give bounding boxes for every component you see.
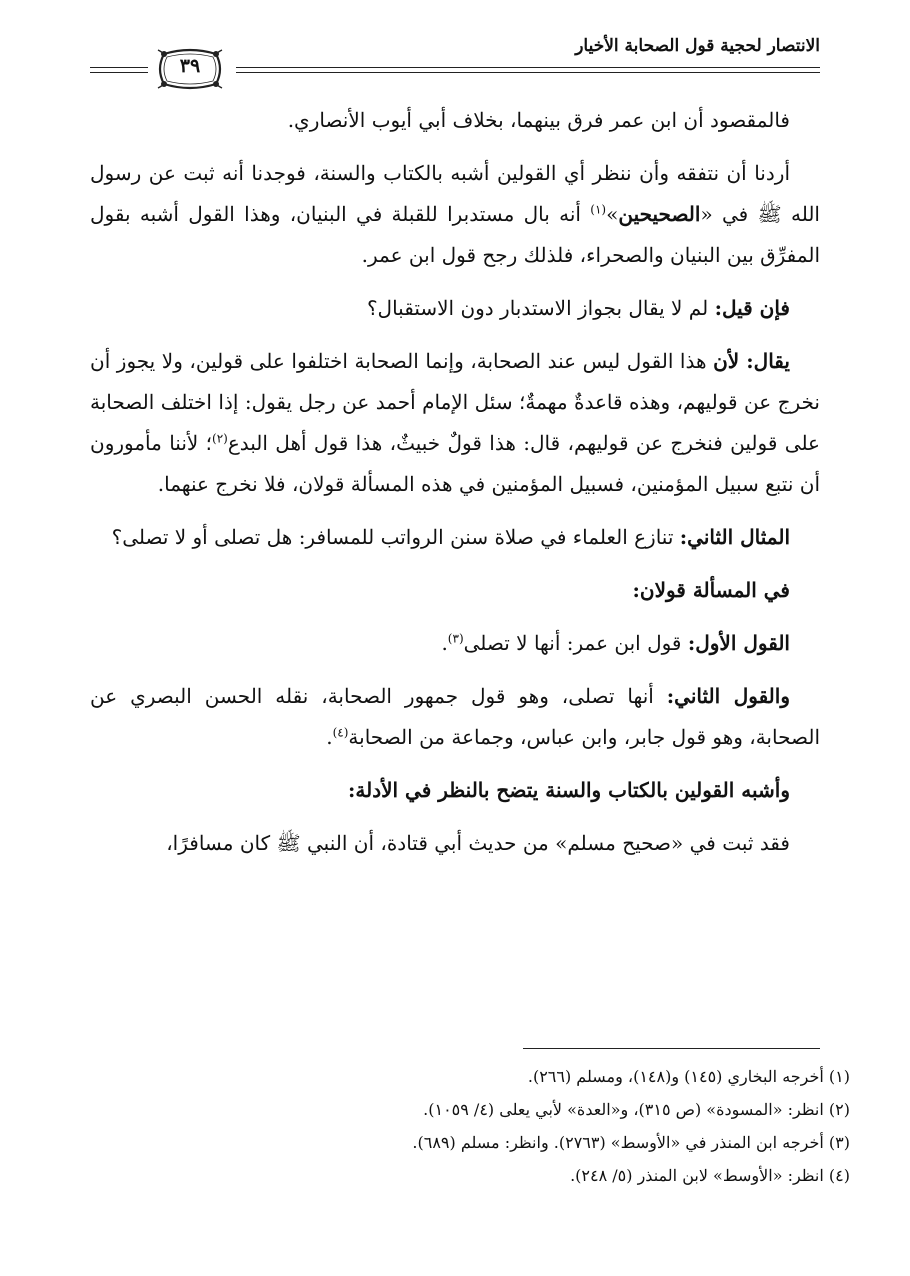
paragraph-lead: يقال: لأن [713, 349, 790, 373]
paragraph-text: أردنا أن نتفقه وأن ننظر أي القولين أشبه بالكتاب والسنة، فوجدنا أنه ثبت عن رسول الله ﷺ في « [90, 161, 820, 226]
section-heading: وأشبه القولين بالكتاب والسنة يتضح بالنظر في الأدلة: [348, 778, 790, 802]
paragraph [90, 341, 820, 505]
footnotes [90, 1060, 850, 1192]
footnote: (٢) انظر: «المسودة» (ص ٣١٥)، و«العدة» لأبي يعلى (٤/ ١٠٥٩). [423, 1100, 850, 1119]
paragraph [90, 823, 820, 864]
page-number: ٣٩ [179, 55, 201, 77]
paragraph [90, 623, 820, 664]
paragraph-text: هذا القول ليس عند الصحابة، وإنما الصحابة اختلفوا على قولين، ولا يجوز أن نخرج عن قوليهم، وهذه قاعدةٌ مهمةٌ؛ سئل الإمام أحمد عن رجل يقول: إذا اختلف الصحابة على قولين فنخرج عن قوليهم، قال: هذا قولٌ خبيثٌ، هذا قول أهل البدع [90, 349, 820, 455]
paragraph-text: أنها تصلى، وهو قول جمهور الصحابة، نقله الحسن البصري عن الصحابة، وهو قول جابر، وابن عباس، وجماعة من الصحابة [90, 684, 820, 749]
paragraph [90, 517, 820, 558]
paragraph [90, 100, 820, 141]
running-header-title: الانتصار لحجية قول الصحابة الأخيار [575, 36, 820, 56]
footnote: (٤) انظر: «الأوسط» لابن المنذر (٥/ ٢٤٨). [570, 1166, 850, 1185]
paragraph-lead: القول الأول: [687, 631, 790, 655]
footnote-ref[interactable]: (٤) [332, 725, 349, 740]
header-rule [236, 67, 820, 68]
paragraph [90, 676, 820, 758]
paragraph-text: فقد ثبت في «صحيح مسلم» من حديث أبي قتادة، أن النبي ﷺ كان مسافرًا، [166, 831, 790, 855]
footnote-ref[interactable]: (١) [590, 202, 607, 217]
header-rule [236, 72, 820, 73]
footnote-separator [523, 1048, 820, 1049]
footnote: (٣) أخرجه ابن المنذر في «الأوسط» (٢٧٦٣). وانظر: مسلم (٦٨٩). [412, 1133, 850, 1152]
book-title: الصحيحين [618, 202, 701, 226]
paragraph-text: . [326, 725, 333, 749]
footnote: (١) أخرجه البخاري (١٤٥) و(١٤٨)، ومسلم (٢٦٦). [527, 1067, 850, 1086]
paragraph-text: ؛ لأننا مأمورون أن نتبع سبيل المؤمنين، فسبيل المؤمنين في هذه المسألة قولان، فلا نخرج عنهما. [90, 431, 820, 496]
paragraph-lead: والقول الثاني: [666, 684, 790, 708]
paragraph [90, 153, 820, 276]
paragraph-lead: فإن قيل: [714, 296, 790, 320]
paragraph-text: قول ابن عمر: أنها لا تصلى [463, 631, 688, 655]
paragraph-lead: المثال الثاني: [679, 525, 790, 549]
paragraph [90, 288, 820, 329]
main-text [90, 100, 820, 876]
header-rule [90, 67, 148, 68]
paragraph-text: تنازع العلماء في صلاة سنن الرواتب للمسافر: هل تصلى أو لا تصلى؟ [111, 525, 680, 549]
page-number-badge [152, 44, 228, 94]
footnote-ref[interactable]: (٢) [212, 431, 228, 446]
paragraph-text: . [441, 631, 448, 655]
paragraph-text: لم لا يقال بجواز الاستدبار دون الاستقبال؟ [366, 296, 715, 320]
paragraph-text: » [606, 202, 619, 226]
paragraph-text: أنه بال مستدبرا للقبلة في البنيان، وهذا القول أشبه بقول المفرِّق بين البنيان والصحراء، فلذلك رجح قول ابن عمر. [90, 202, 820, 267]
section-heading: في المسألة قولان: [632, 578, 790, 602]
header-rule [90, 72, 148, 73]
paragraph-text: فالمقصود أن ابن عمر فرق بينهما، بخلاف أبي أيوب الأنصاري. [287, 108, 790, 132]
footnote-ref[interactable]: (٣) [447, 631, 464, 646]
